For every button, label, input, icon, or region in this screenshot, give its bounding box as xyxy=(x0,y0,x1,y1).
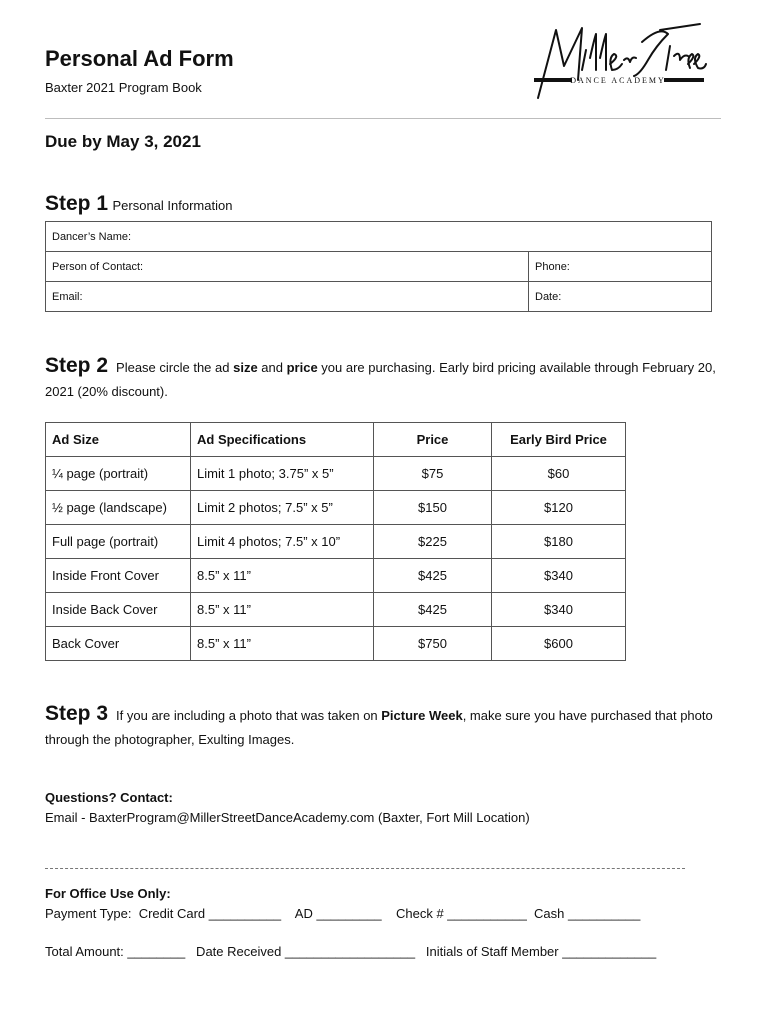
payment-type-line[interactable]: Payment Type: Credit Card __________ AD _________ Check # ___________ Cash __________ xyxy=(45,906,641,921)
ad-size-cell: Back Cover xyxy=(46,627,191,661)
ad-spec-cell: Limit 4 photos; 7.5” x 10” xyxy=(191,525,374,559)
table-row[interactable] xyxy=(46,559,626,593)
step2-bold-price: price xyxy=(286,360,318,375)
email-field[interactable]: Email: xyxy=(46,282,529,312)
step2-paragraph xyxy=(45,354,725,404)
step3-text-b: , make sure you have purchased that photo through the photographer, Exulting Images. xyxy=(45,708,713,747)
early-bird-cell[interactable]: $340 xyxy=(492,593,626,627)
questions-heading: Questions? Contact: xyxy=(45,790,173,805)
step2-text-c: you are purchasing. Early bird pricing available through February 20, 2021 (20% discount). xyxy=(45,360,716,399)
ad-size-cell: ½ page (landscape) xyxy=(46,491,191,525)
ad-size-cell: Inside Back Cover xyxy=(46,593,191,627)
price-cell[interactable]: $75 xyxy=(374,457,492,491)
ad-size-cell: Inside Front Cover xyxy=(46,559,191,593)
step1-sub: Personal Information xyxy=(112,198,233,213)
early-bird-cell[interactable]: $180 xyxy=(492,525,626,559)
ad-size-cell: Full page (portrait) xyxy=(46,525,191,559)
office-heading: For Office Use Only: xyxy=(45,886,171,901)
ad-spec-cell: 8.5” x 11” xyxy=(191,593,374,627)
col-early-bird: Early Bird Price xyxy=(492,423,626,457)
ad-spec-cell: 8.5” x 11” xyxy=(191,559,374,593)
step1-label: Step 1 xyxy=(45,192,109,215)
table-row[interactable] xyxy=(46,491,626,525)
col-ad-size: Ad Size xyxy=(46,423,191,457)
ad-spec-cell: Limit 1 photo; 3.75” x 5” xyxy=(191,457,374,491)
early-bird-cell[interactable]: $340 xyxy=(492,559,626,593)
due-date: Due by May 3, 2021 xyxy=(45,132,201,151)
table-row[interactable] xyxy=(46,593,626,627)
ad-spec-cell: 8.5” x 11” xyxy=(191,627,374,661)
early-bird-cell[interactable]: $120 xyxy=(492,491,626,525)
total-amount-line[interactable]: Total Amount: ________ Date Received __________________ Initials of Staff Member _____________ xyxy=(45,944,657,959)
contact-field[interactable]: Person of Contact: xyxy=(46,252,529,282)
step3-bold-picture-week: Picture Week xyxy=(381,708,463,723)
miller-street-logo xyxy=(530,20,710,106)
ad-price-table xyxy=(45,422,626,661)
ad-size-cell: ¼ page (portrait) xyxy=(46,457,191,491)
table-row[interactable] xyxy=(46,525,626,559)
table-row[interactable] xyxy=(46,627,626,661)
step2-bold-size: size xyxy=(233,360,258,375)
col-price: Price xyxy=(374,423,492,457)
step1-heading xyxy=(45,192,232,216)
price-cell[interactable]: $225 xyxy=(374,525,492,559)
date-field[interactable]: Date: xyxy=(529,282,712,312)
price-cell[interactable]: $150 xyxy=(374,491,492,525)
dancer-name-field[interactable]: Dancer’s Name: xyxy=(46,222,712,252)
header-divider xyxy=(45,118,721,119)
price-cell[interactable]: $425 xyxy=(374,559,492,593)
early-bird-cell[interactable]: $60 xyxy=(492,457,626,491)
price-cell[interactable]: $425 xyxy=(374,593,492,627)
col-ad-specs: Ad Specifications xyxy=(191,423,374,457)
table-row[interactable] xyxy=(46,457,626,491)
form-title: Personal Ad Form xyxy=(45,46,234,71)
personal-info-table xyxy=(45,221,712,312)
step2-label: Step 2 xyxy=(45,354,109,377)
ad-spec-cell: Limit 2 photos; 7.5” x 5” xyxy=(191,491,374,525)
phone-field[interactable]: Phone: xyxy=(529,252,712,282)
early-bird-cell[interactable]: $600 xyxy=(492,627,626,661)
office-divider xyxy=(45,868,685,869)
step2-text-b: and xyxy=(257,360,287,375)
logo-subtext: DANCE ACADEMY xyxy=(570,76,666,85)
price-cell[interactable]: $750 xyxy=(374,627,492,661)
step2-text-a: Please circle the ad xyxy=(116,360,234,375)
step3-label: Step 3 xyxy=(45,702,109,725)
form-subtitle: Baxter 2021 Program Book xyxy=(45,80,202,95)
step3-paragraph xyxy=(45,702,735,752)
questions-email-line: Email - BaxterProgram@MillerStreetDanceAcademy.com (Baxter, Fort Mill Location) xyxy=(45,810,530,825)
step3-text-a: If you are including a photo that was taken on xyxy=(116,708,382,723)
price-table-header xyxy=(46,423,626,457)
